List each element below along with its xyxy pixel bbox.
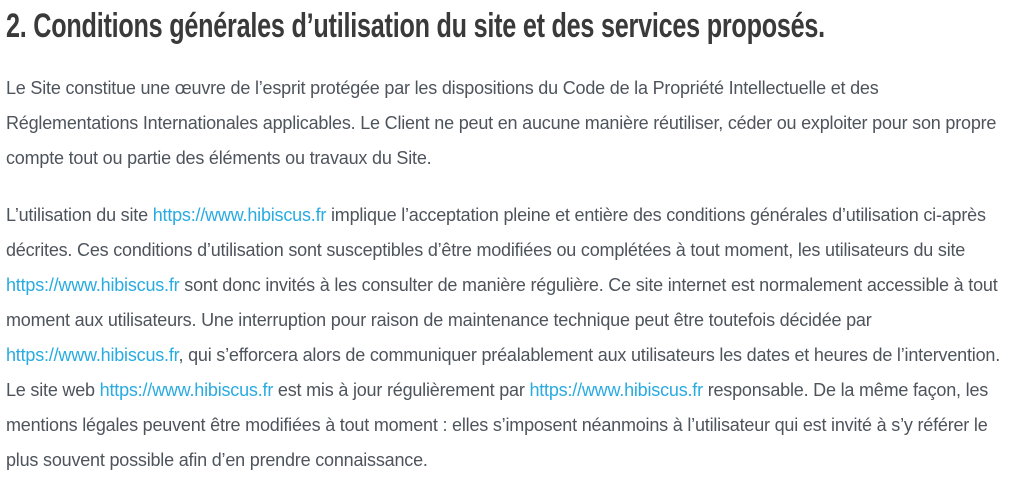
paragraph-intellectual-property: Le Site constitue une œuvre de l’esprit protégée par les dispositions du Code de la Propriété Intellectuelle et des Réglementations Internationales applicables. Le Client ne peut en aucune manière réutiliser, céder ou exploiter pour son propre compte tout ou partie des éléments ou travaux du Site. <box>6 77 997 168</box>
hibiscus-url-link[interactable]: https://www.hibiscus.fr <box>152 204 327 225</box>
paragraph-text-segment: responsable. De la même façon, les mentions légales peuvent être modifiées à tout moment : elles s’imposent néanmoins à l’utilisateur qui est invité à s’y référer le plus souvent possible afin d’en prendre connaissance. <box>6 379 989 470</box>
paragraph-text-segment: , qui s’efforcera alors de communiquer préalablement aux utilisateurs les dates et heures de l’intervention. Le site web <box>6 344 1000 400</box>
hibiscus-url-link[interactable]: https://www.hibiscus.fr <box>6 344 179 365</box>
hibiscus-url-link[interactable]: https://www.hibiscus.fr <box>529 379 703 400</box>
paragraph-text-segment: sont donc invités à les consulter de manière régulière. Ce site internet est normalement accessible à tout moment aux utilisateurs. Une interruption pour raison de maintenance technique peut être toutefois décidée par <box>6 274 998 330</box>
paragraph-text-segment: implique l’acceptation pleine et entière des conditions générales d’utilisation ci-après décrites. Ces conditions d’utilisation sont susceptibles d’être modifiées ou complétées à tout moment, les utilisateurs du site <box>6 204 986 260</box>
paragraph-text-segment: L’utilisation du site <box>6 204 153 225</box>
hibiscus-url-link[interactable]: https://www.hibiscus.fr <box>6 274 180 295</box>
section-heading: 2. Conditions générales d’utilisation du site et des services proposés. <box>6 7 825 45</box>
paragraph-text-segment: est mis à jour régulièrement par <box>273 379 530 400</box>
paragraph-site-usage <box>6 198 1010 478</box>
hibiscus-url-link[interactable]: https://www.hibiscus.fr <box>99 379 274 400</box>
